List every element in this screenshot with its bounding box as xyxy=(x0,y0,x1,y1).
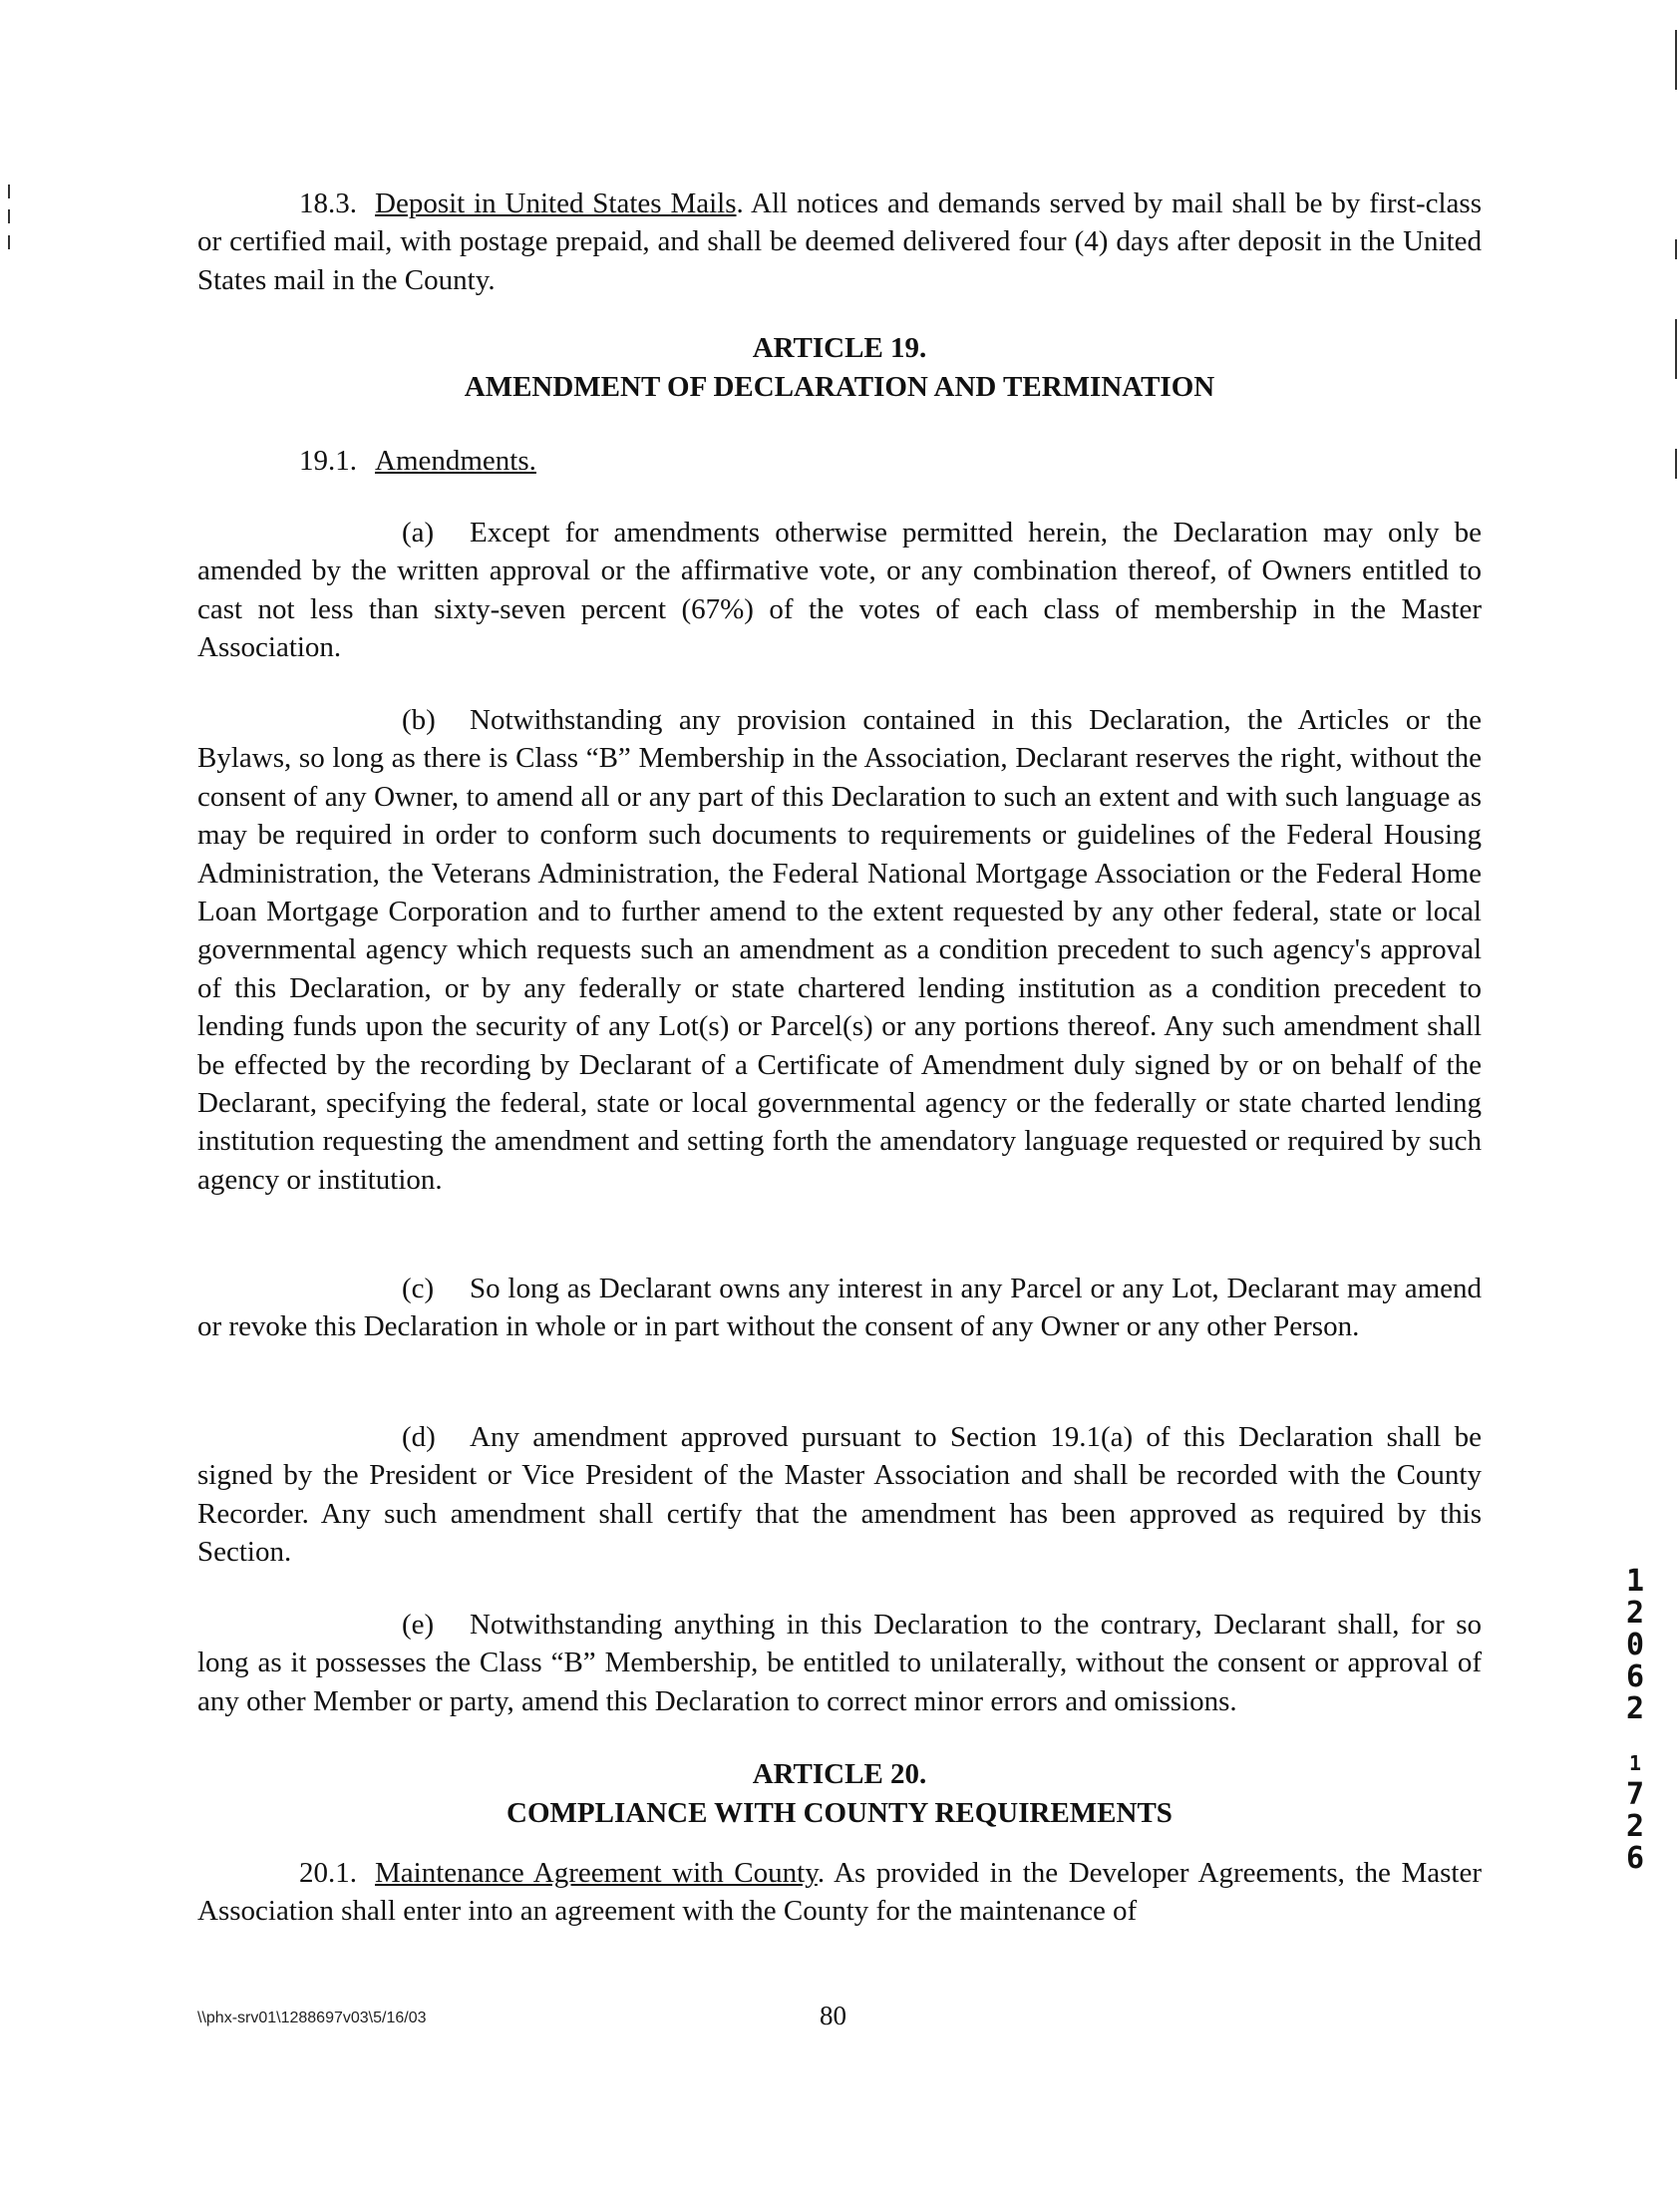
article-20-heading: ARTICLE 20. xyxy=(752,1758,927,1790)
subsection-b xyxy=(197,701,1482,1199)
scan-edge-mark xyxy=(1675,30,1677,90)
article-19-heading: ARTICLE 19. xyxy=(752,332,927,364)
section-20-1 xyxy=(197,1854,1482,1931)
subsection-d xyxy=(197,1418,1482,1572)
scan-edge-mark xyxy=(8,184,10,198)
section-20-1-text: . As provided in the Developer Agreements, the Master Association shall enter into an agreement with the County for the maintenance of xyxy=(197,1857,1483,1928)
recording-stamp xyxy=(1615,1566,1655,1875)
subsection-b-label: (b) xyxy=(402,704,436,736)
subsection-d-label: (d) xyxy=(402,1421,436,1453)
subsection-a-label: (a) xyxy=(402,517,435,549)
page-number: 80 xyxy=(820,2001,846,2030)
article-19-title: AMENDMENT OF DECLARATION AND TERMINATION xyxy=(464,371,1215,403)
section-19-1 xyxy=(197,442,1482,480)
stamp-digit: 6 xyxy=(1625,1659,1645,1694)
section-18-3-title: Deposit in United States Mails xyxy=(375,187,737,219)
section-18-3-text: . All notices and demands served by mail shall be by first-class or certified mail, with postage prepaid, and shall be deemed delivered four (4) days after deposit in the United States mail in the County. xyxy=(197,187,1482,296)
section-20-1-number: 20.1. xyxy=(299,1857,357,1889)
section-18-3-number: 18.3. xyxy=(299,187,357,219)
stamp-digit: 6 xyxy=(1625,1841,1645,1876)
scan-edge-mark xyxy=(1675,239,1677,259)
subsection-c-text: So long as Declarant owns any interest in any Parcel or any Lot, Declarant may amend or revoke this Declaration in whole or in part without the consent of any Owner or any other Person. xyxy=(197,1273,1482,1343)
scan-edge-mark xyxy=(1675,449,1677,479)
subsection-a-text: Except for amendments otherwise permitted herein, the Declaration may only be amended by the written approval or the affirmative vote, or any combination thereof, of Owners entitled to cast not less than sixty-seven percent (67%) of the votes of each class of membership in the Master Association. xyxy=(197,517,1482,664)
footer-file-path: \\phx-srv01\1288697v03\5/16/03 xyxy=(197,2010,427,2026)
scan-edge-mark xyxy=(8,235,10,249)
stamp-digit: 7 xyxy=(1625,1777,1645,1812)
stamp-digit: 2 xyxy=(1625,1691,1645,1726)
stamp-digit: 0 xyxy=(1625,1628,1645,1662)
subsection-c-label: (c) xyxy=(402,1273,435,1304)
stamp-digit: 1 xyxy=(1628,1751,1642,1775)
subsection-e-label: (e) xyxy=(402,1609,435,1641)
subsection-a xyxy=(197,514,1482,667)
article-20-title: COMPLIANCE WITH COUNTY REQUIREMENTS xyxy=(506,1797,1173,1829)
subsection-d-text: Any amendment approved pursuant to Section 19.1(a) of this Declaration shall be signed by the President or Vice President of the Master Association and shall be recorded with the County Recorder. Any such amendment shall certify that the amendment has been approved as required by this Section. xyxy=(197,1421,1482,1569)
subsection-e-text: Notwithstanding anything in this Declaration to the contrary, Declarant shall, for so long as it possesses the Class “B” Membership, be entitled to unilaterally, without the consent or approval of any other Member or party, amend this Declaration to correct minor errors and omissions. xyxy=(197,1609,1482,1717)
scan-edge-mark xyxy=(1675,319,1677,379)
stamp-digit: 1 xyxy=(1625,1564,1645,1599)
section-18-3 xyxy=(197,184,1482,299)
section-19-1-number: 19.1. xyxy=(299,445,357,477)
subsection-c xyxy=(197,1270,1482,1346)
subsection-b-text: Notwithstanding any provision contained in this Declaration, the Articles or the Bylaws, so long as there is Class “B” Membership in the Association, Declarant reserves the right, without the consent of any Owner, to amend all or any part of this Declaration to such an extent and with such language as may be required in order to conform such documents to requirements or guidelines of the Federal Housing Administration, the Veterans Administration, the Federal National Mortgage Association or the Federal Home Loan Mortgage Corporation and to further amend to the extent requested by any other federal, state or local governmental agency which requests such an amendment as a condition precedent to such agency's approval of this Declaration, or by any federally or state chartered lending institution as a condition precedent to lending funds upon the security of any Lot(s) or Parcel(s) or any portions thereof. Any such amendment shall be effected by the recording by Declarant of a Certificate of Amendment duly signed by or on behalf of the Declarant, specifying the federal, state or local governmental agency or the federally or state charted lending institution requesting the amendment and setting forth the amendatory language requested or required by such agency or institution. xyxy=(197,704,1482,1196)
subsection-e xyxy=(197,1606,1482,1720)
section-19-1-title: Amendments. xyxy=(375,445,536,477)
stamp-digit: 2 xyxy=(1625,1596,1645,1631)
section-20-1-title: Maintenance Agreement with County xyxy=(375,1857,818,1889)
stamp-digit: 2 xyxy=(1625,1809,1645,1844)
scan-edge-mark xyxy=(8,209,10,223)
